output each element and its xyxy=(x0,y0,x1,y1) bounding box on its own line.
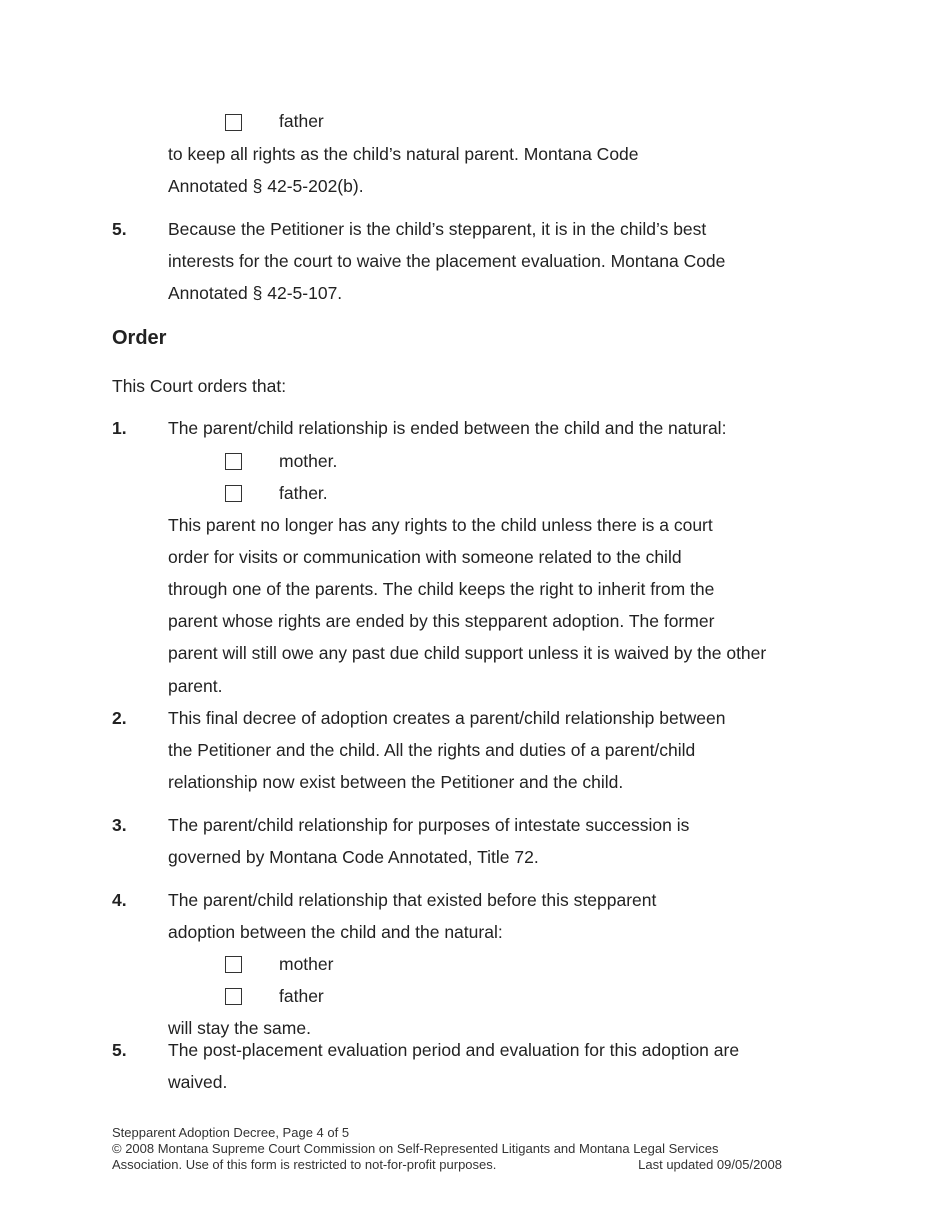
order-2-line-2: the Petitioner and the child. All the rights and duties of a parent/child xyxy=(168,740,696,760)
footer-copyright-line-2: Association. Use of this form is restricted to not-for-profit purposes. xyxy=(112,1157,497,1172)
finding-5-line-2: interests for the court to waive the placement evaluation. Montana Code xyxy=(168,251,726,271)
footer-last-updated: Last updated 09/05/2008 xyxy=(638,1157,782,1172)
order-2-line-3: relationship now exist between the Petitioner and the child. xyxy=(168,772,624,792)
order-1-after-line-6: parent. xyxy=(168,676,223,696)
order-1-number: 1. xyxy=(112,418,127,438)
checkbox-mother-order-4[interactable] xyxy=(225,956,242,973)
footer-copyright-line-1: © 2008 Montana Supreme Court Commission on Self-Represented Litigants and Montana Legal Services xyxy=(112,1141,719,1156)
finding-5-line-1: Because the Petitioner is the child’s stepparent, it is in the child’s best xyxy=(168,219,707,239)
order-4-line-1: The parent/child relationship that existed before this stepparent xyxy=(168,890,657,910)
continuation-line-2: Annotated § 42-5-202(b). xyxy=(168,176,364,196)
order-5-number: 5. xyxy=(112,1040,127,1060)
checkbox-mother-order-1[interactable] xyxy=(225,453,242,470)
order-intro: This Court orders that: xyxy=(112,376,287,396)
checkbox-father-order-1[interactable] xyxy=(225,485,242,502)
order-4-after-line-1: will stay the same. xyxy=(168,1018,311,1038)
continuation-line-1: to keep all rights as the child’s natural parent. Montana Code xyxy=(168,144,639,164)
checkbox-label-mother-order-4: mother xyxy=(279,954,334,974)
order-heading: Order xyxy=(112,327,167,349)
checkbox-father-order-4[interactable] xyxy=(225,988,242,1005)
footer-page-label: Stepparent Adoption Decree, Page 4 of 5 xyxy=(112,1125,350,1140)
order-3-line-2: governed by Montana Code Annotated, Title 72. xyxy=(168,847,539,867)
order-5-line-1: The post-placement evaluation period and evaluation for this adoption are xyxy=(168,1040,740,1060)
order-1-after-line-3: through one of the parents. The child keeps the right to inherit from the xyxy=(168,579,715,599)
checkbox-label-father-top: father xyxy=(279,111,324,131)
checkbox-label-father-order-1: father. xyxy=(279,483,328,503)
finding-5-number: 5. xyxy=(112,219,127,239)
checkbox-label-father-order-4: father xyxy=(279,986,324,1006)
order-1-line-1: The parent/child relationship is ended between the child and the natural: xyxy=(168,418,727,438)
order-4-line-2: adoption between the child and the natural: xyxy=(168,922,503,942)
order-1-after-line-4: parent whose rights are ended by this stepparent adoption. The former xyxy=(168,611,715,631)
order-1-after-line-2: order for visits or communication with someone related to the child xyxy=(168,547,682,567)
order-1-after-line-1: This parent no longer has any rights to the child unless there is a court xyxy=(168,515,713,535)
order-3-line-1: The parent/child relationship for purposes of intestate succession is xyxy=(168,815,690,835)
order-5-line-2: waived. xyxy=(168,1072,228,1092)
order-3-number: 3. xyxy=(112,815,127,835)
checkbox-label-mother-order-1: mother. xyxy=(279,451,338,471)
checkbox-father-top[interactable] xyxy=(225,114,242,131)
order-4-number: 4. xyxy=(112,890,127,910)
order-1-after-line-5: parent will still owe any past due child support unless it is waived by the other xyxy=(168,643,767,663)
finding-5-line-3: Annotated § 42-5-107. xyxy=(168,283,343,303)
order-2-line-1: This final decree of adoption creates a parent/child relationship between xyxy=(168,708,726,728)
order-2-number: 2. xyxy=(112,708,127,728)
